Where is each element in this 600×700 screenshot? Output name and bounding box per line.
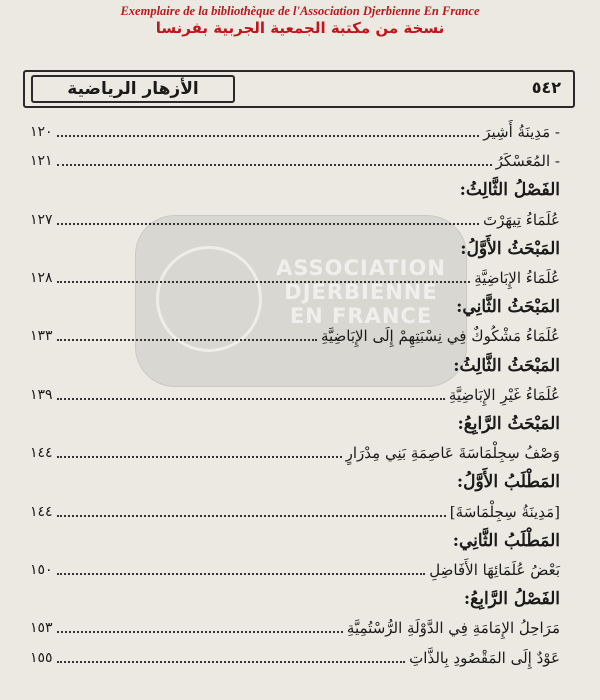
toc-entry-label: الفَصْلُ الثَّالِثُ: (459, 180, 560, 201)
toc-entry-label: عَوْدٌ إِلَى المَقْصُودِ بِالذَّاتِ (409, 648, 560, 667)
toc-leader-dots (57, 398, 445, 400)
toc-entry (30, 264, 560, 288)
toc-entry (30, 322, 560, 346)
toc-leader-dots (57, 281, 471, 283)
toc-entry-label: المَبْحَثُ الرَّابِعُ: (457, 414, 560, 434)
toc-entry-label: عُلَمَاءُ تِيهَرْتَ (483, 210, 560, 229)
toc-entry-label: - المُعَسْكَرُ (495, 152, 560, 171)
watermark-line: DJERBIENNE (284, 280, 438, 304)
toc-entry (30, 556, 560, 580)
toc-leader-dots (57, 573, 426, 575)
toc-heading (30, 468, 560, 492)
page-number: ٥٤٢ (531, 78, 561, 97)
toc-page-number: ١٢٠ (30, 124, 53, 140)
toc-entry (30, 381, 560, 405)
toc-page-number: ١٥٥ (30, 649, 53, 666)
toc-entry-label: مَرَاحِلُ الإِمَامَةِ فِي الدَّوْلَةِ الرُّسْتُمِيَّةِ (346, 619, 560, 638)
toc-entry-label: عُلَمَاءُ مَشْكُوكٌ فِي نِسْبَتِهِمْ إِلَى الإِبَاضِيَّةِ (320, 327, 560, 346)
watermark-line: ASSOCIATION (276, 256, 446, 280)
running-title: الأزهار الرياضية (31, 75, 235, 103)
toc-page-number: ١٢٨ (30, 270, 53, 286)
toc-entry-label: وَصْفُ سِجِلْمَاسَةَ عَاصِمَةِ بَنِي مِدْرَارٍ (345, 444, 560, 463)
toc-page-number: ١٢٧ (30, 211, 53, 228)
toc-page-number: ١٤٤ (30, 503, 53, 520)
toc-entry (30, 498, 560, 522)
toc-leader-dots (57, 456, 342, 458)
watermark-line: EN FRANCE (289, 304, 433, 328)
toc-leader-dots (57, 339, 317, 341)
toc-page-number: ١٢١ (30, 153, 53, 170)
toc-entry-label: المَبْحَثُ الأَوَّلُ: (460, 238, 560, 259)
toc-leader-dots (57, 631, 343, 633)
toc-entry-label: [مَدِينَةُ سِجِلْمَاسَةَ] (449, 502, 560, 521)
toc-page-number: ١٣٣ (30, 328, 53, 345)
toc-entry-label: عُلَمَاءُ غَيْرِ الإِبَاضِيَّةِ (448, 385, 560, 404)
toc-leader-dots (57, 135, 480, 137)
toc-leader-dots (57, 223, 479, 225)
toc-page-number: ١٣٩ (30, 386, 53, 403)
toc-entry (30, 439, 560, 463)
toc-entry-label: المَبْحَثُ الثَّانِي: (456, 297, 560, 318)
toc-entry-label: المَبْحَثُ الثَّالِثُ: (453, 355, 560, 376)
library-stamp-arabic: نسخة من مكتبة الجمعية الجربية بفرنسا (155, 19, 445, 37)
toc-leader-dots (57, 515, 446, 517)
toc-page-number: ١٥٣ (30, 620, 53, 637)
toc-entry-label: الفَصْلُ الرَّابِعُ: (463, 589, 560, 610)
toc-entry (30, 147, 560, 171)
toc-entry (30, 614, 560, 638)
toc-page-number: ١٥٠ (30, 562, 53, 578)
toc-entry (30, 118, 560, 142)
toc-leader-dots (57, 164, 492, 166)
toc-heading (30, 176, 560, 200)
toc-entry (30, 644, 560, 668)
toc-entry-label: بَعْضُ عُلَمَائِهَا الأَفَاضِلِ (429, 561, 560, 579)
toc-heading (30, 585, 560, 609)
library-stamp-french: Exemplaire de la bibliothèque de l'Association Djerbienne En France (120, 4, 480, 18)
toc-leader-dots (57, 661, 406, 663)
toc-heading (30, 293, 560, 317)
toc-heading (30, 235, 560, 259)
page-header (23, 70, 575, 108)
toc-entry-label: المَطْلَبُ الأَوَّلُ: (456, 472, 560, 493)
toc-entry-label: - مَدِينَةُ أَشِيرَ (483, 123, 560, 141)
toc-entry (30, 206, 560, 230)
toc-entry-label: المَطْلَبُ الثَّانِي: (452, 530, 560, 551)
toc-heading (30, 410, 560, 434)
toc-page-number: ١٤٤ (30, 445, 53, 462)
toc-heading (30, 527, 560, 551)
toc-entry-label: عُلَمَاءُ الإِبَاضِيَّةِ (474, 269, 560, 287)
toc-heading (30, 352, 560, 376)
